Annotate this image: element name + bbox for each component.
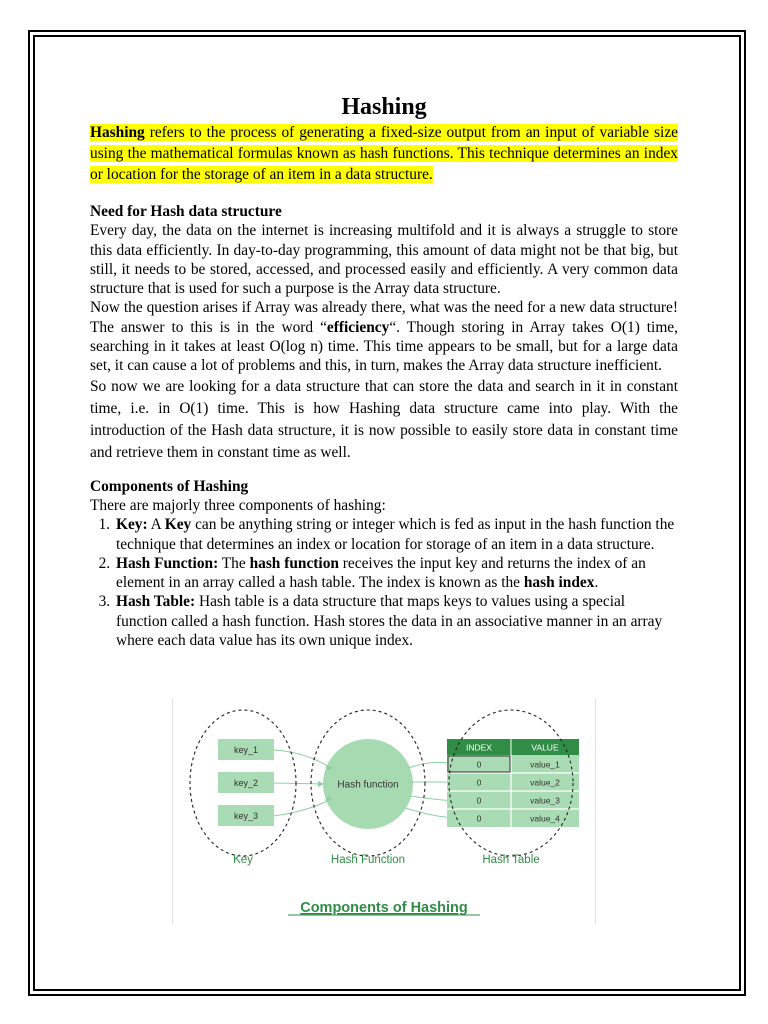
item-text: Hash table is a data structure that maps keys to values using a special function called a hash function. Hash stores the data in an associative manner in an array where each data value has its own unique index. [116, 593, 663, 650]
table-body [447, 755, 579, 827]
item-bold: Key [164, 516, 192, 534]
intro-text: refers to the process of generating a fixed-size output from an input of variable size using the mathematical formulas known as hash functions. This technique determines an index or location for the storage of an item in a data structure. [90, 124, 678, 183]
key-label-1: key_1 [233, 745, 259, 755]
table-value-cell: value_2 [530, 777, 560, 788]
need-p2-bold: efficiency [326, 318, 390, 336]
list-item [114, 592, 678, 650]
key-label-3: key_3 [233, 811, 259, 821]
hash-function-text: Hash function [337, 779, 399, 791]
item-label: Hash Table: [116, 593, 196, 611]
list-item [114, 515, 678, 554]
key-label-2: key_2 [233, 778, 259, 788]
components-list [90, 515, 678, 650]
hash-function-group-label: Hash Function [330, 854, 406, 866]
table-value-cell: value_4 [530, 813, 560, 824]
intro-term: Hashing [90, 124, 145, 141]
list-item [114, 554, 678, 593]
table-index-cell: 0 [476, 777, 482, 788]
table-index-cell: 0 [476, 795, 482, 806]
table-index-cell: 0 [476, 759, 482, 770]
key-group-label: Key [233, 854, 253, 866]
hash-table-group-label: Hash Table [482, 854, 540, 866]
table-header-value: VALUE [531, 742, 559, 753]
table-value-cell: value_1 [530, 759, 560, 770]
table-value-cell: value_3 [530, 795, 560, 806]
components-heading: Components of Hashing [90, 477, 249, 495]
hashing-diagram [172, 698, 596, 924]
item-label: Hash Function: [116, 554, 219, 572]
item-text: The [218, 554, 250, 572]
need-paragraph-1: Every day, the data on the internet is increasing multifold and it is always a struggle to store this data efficiently. In day-to-day programming, this amount of data might not be that big, but still, it needs to be stored, accessed, and processed easily and efficiently. A very common data structure that is used for such a purpose is the Array data structure. [90, 222, 678, 298]
item-label: Key: [116, 516, 148, 534]
item-bold: hash function [249, 554, 339, 572]
intro-paragraph [90, 122, 678, 185]
item-text: A [147, 516, 165, 534]
item-bold: hash index [523, 574, 595, 592]
document-body [90, 92, 678, 650]
table-index-cell: 0 [476, 813, 482, 824]
need-p2-text-b: “. Though storing in Array takes O(1) time, searching in it takes at least O(log n) time. This time appears to be small, but for a large data set, it can cause a lot of problems and this, in turn, makes the Array data structure inefficient. [90, 318, 678, 375]
item-text: can be anything string or integer which is fed as input in the hash function the technique that determines an index or location for storage of an item in a data structure. [116, 516, 675, 553]
item-text: receives the input key and returns the index of an element in an array called a hash table. The index is known as the [116, 554, 646, 592]
components-intro: There are majorly three components of hashing: [90, 496, 386, 514]
need-heading: Need for Hash data structure [90, 203, 282, 220]
need-paragraph-2 [90, 298, 678, 375]
table-header-index: INDEX [466, 742, 492, 753]
item-text: . [594, 574, 599, 592]
need-paragraph-3: So now we are looking for a data structure that can store the data and search in it in constant time, i.e. in O(1) time. This is how Hashing data structure came into play. With the introduction of the Hash data structure, it is now possible to easily store data in constant time and retrieve them in constant time as well. [90, 377, 678, 461]
need-p2-text-a: Now the question arises if Array was already there, what was the need for a new data structure! The answer to this is in the word “ [90, 299, 678, 336]
figure-caption: Components of Hashing [300, 900, 468, 916]
page-title: Hashing [341, 94, 427, 120]
